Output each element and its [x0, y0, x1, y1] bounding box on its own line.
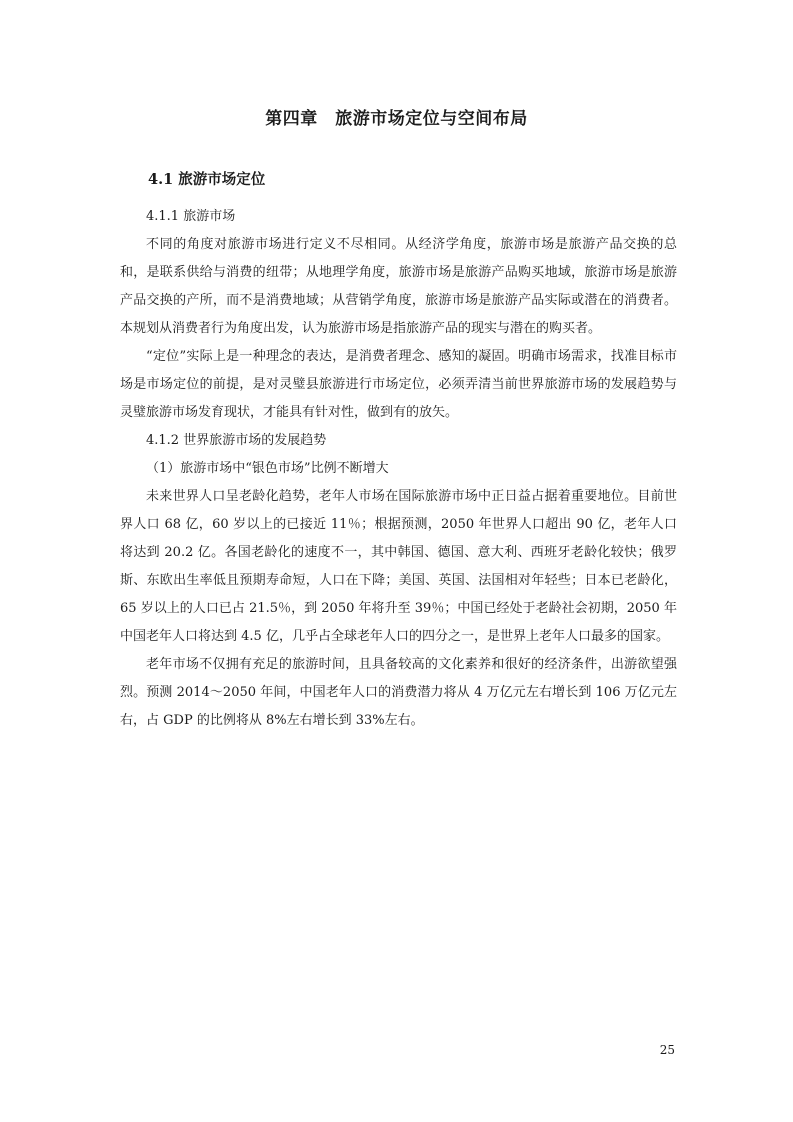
section-title: 4.1 旅游市场定位	[148, 171, 266, 188]
body-text	[120, 203, 677, 735]
paragraph-aging-trend: 未来世界人口呈老龄化趋势，老年人市场在国际旅游市场中正日益占据着重要地位。目前世界人口 68 亿，60 岁以上的已接近 11％；根据预测，2050 年世界人口超出 90 亿，老年人口将达到 20.2 亿。各国老龄化的速度不一，其中韩国、德国、意大利、西班牙老龄化较快；俄罗斯、东欧出生率低且预期寿命短，人口在下降；美国、英国、法国相对年轻些；日本已老龄化，65 岁以上的人口已占 21.5％，到 2050 年将升至 39％；中国已经处于老龄社会初期，2050 年中国老年人口将达到 4.5 亿，几乎占全球老年人口的四分之一，是世界上老年人口最多的国家。	[120, 489, 677, 644]
subsection-heading-4-1-2: 4.1.2 世界旅游市场的发展趋势	[146, 433, 327, 448]
paragraph-positioning: “定位”实际上是一种理念的表达，是消费者理念、感知的凝固。明确市场需求，找准目标市场是市场定位的前提，是对灵璧县旅游进行市场定位，必须弄清当前世界旅游市场的发展趋势与灵璧旅游市场发育现状，才能具有针对性，做到有的放矢。	[120, 349, 677, 420]
chapter-title: 第四章 旅游市场定位与空间布局	[265, 109, 528, 129]
list-heading-silver-market: （1）旅游市场中“银色市场”比例不断增大	[146, 461, 389, 476]
subsection-heading-4-1-1: 4.1.1 旅游市场	[146, 209, 236, 224]
page-number: 25	[659, 1043, 675, 1057]
paragraph-market-definition: 不同的角度对旅游市场进行定义不尽相同。从经济学角度，旅游市场是旅游产品交换的总和，是联系供给与消费的纽带；从地理学角度，旅游市场是旅游产品购买地域，旅游市场是旅游产品交换的产所，而不是消费地域；从营销学角度，旅游市场是旅游产品实际或潜在的消费者。本规划从消费者行为角度出发，认为旅游市场是指旅游产品的现实与潜在的购买者。	[120, 237, 677, 336]
paragraph-elderly-market: 老年市场不仅拥有充足的旅游时间，且具备较高的文化素养和很好的经济条件，出游欲望强烈。预测 2014～2050 年间，中国老年人口的消费潜力将从 4 万亿元左右增长到 106 万亿元左右，占 GDP 的比例将从 8%左右增长到 33%左右。	[120, 657, 677, 728]
